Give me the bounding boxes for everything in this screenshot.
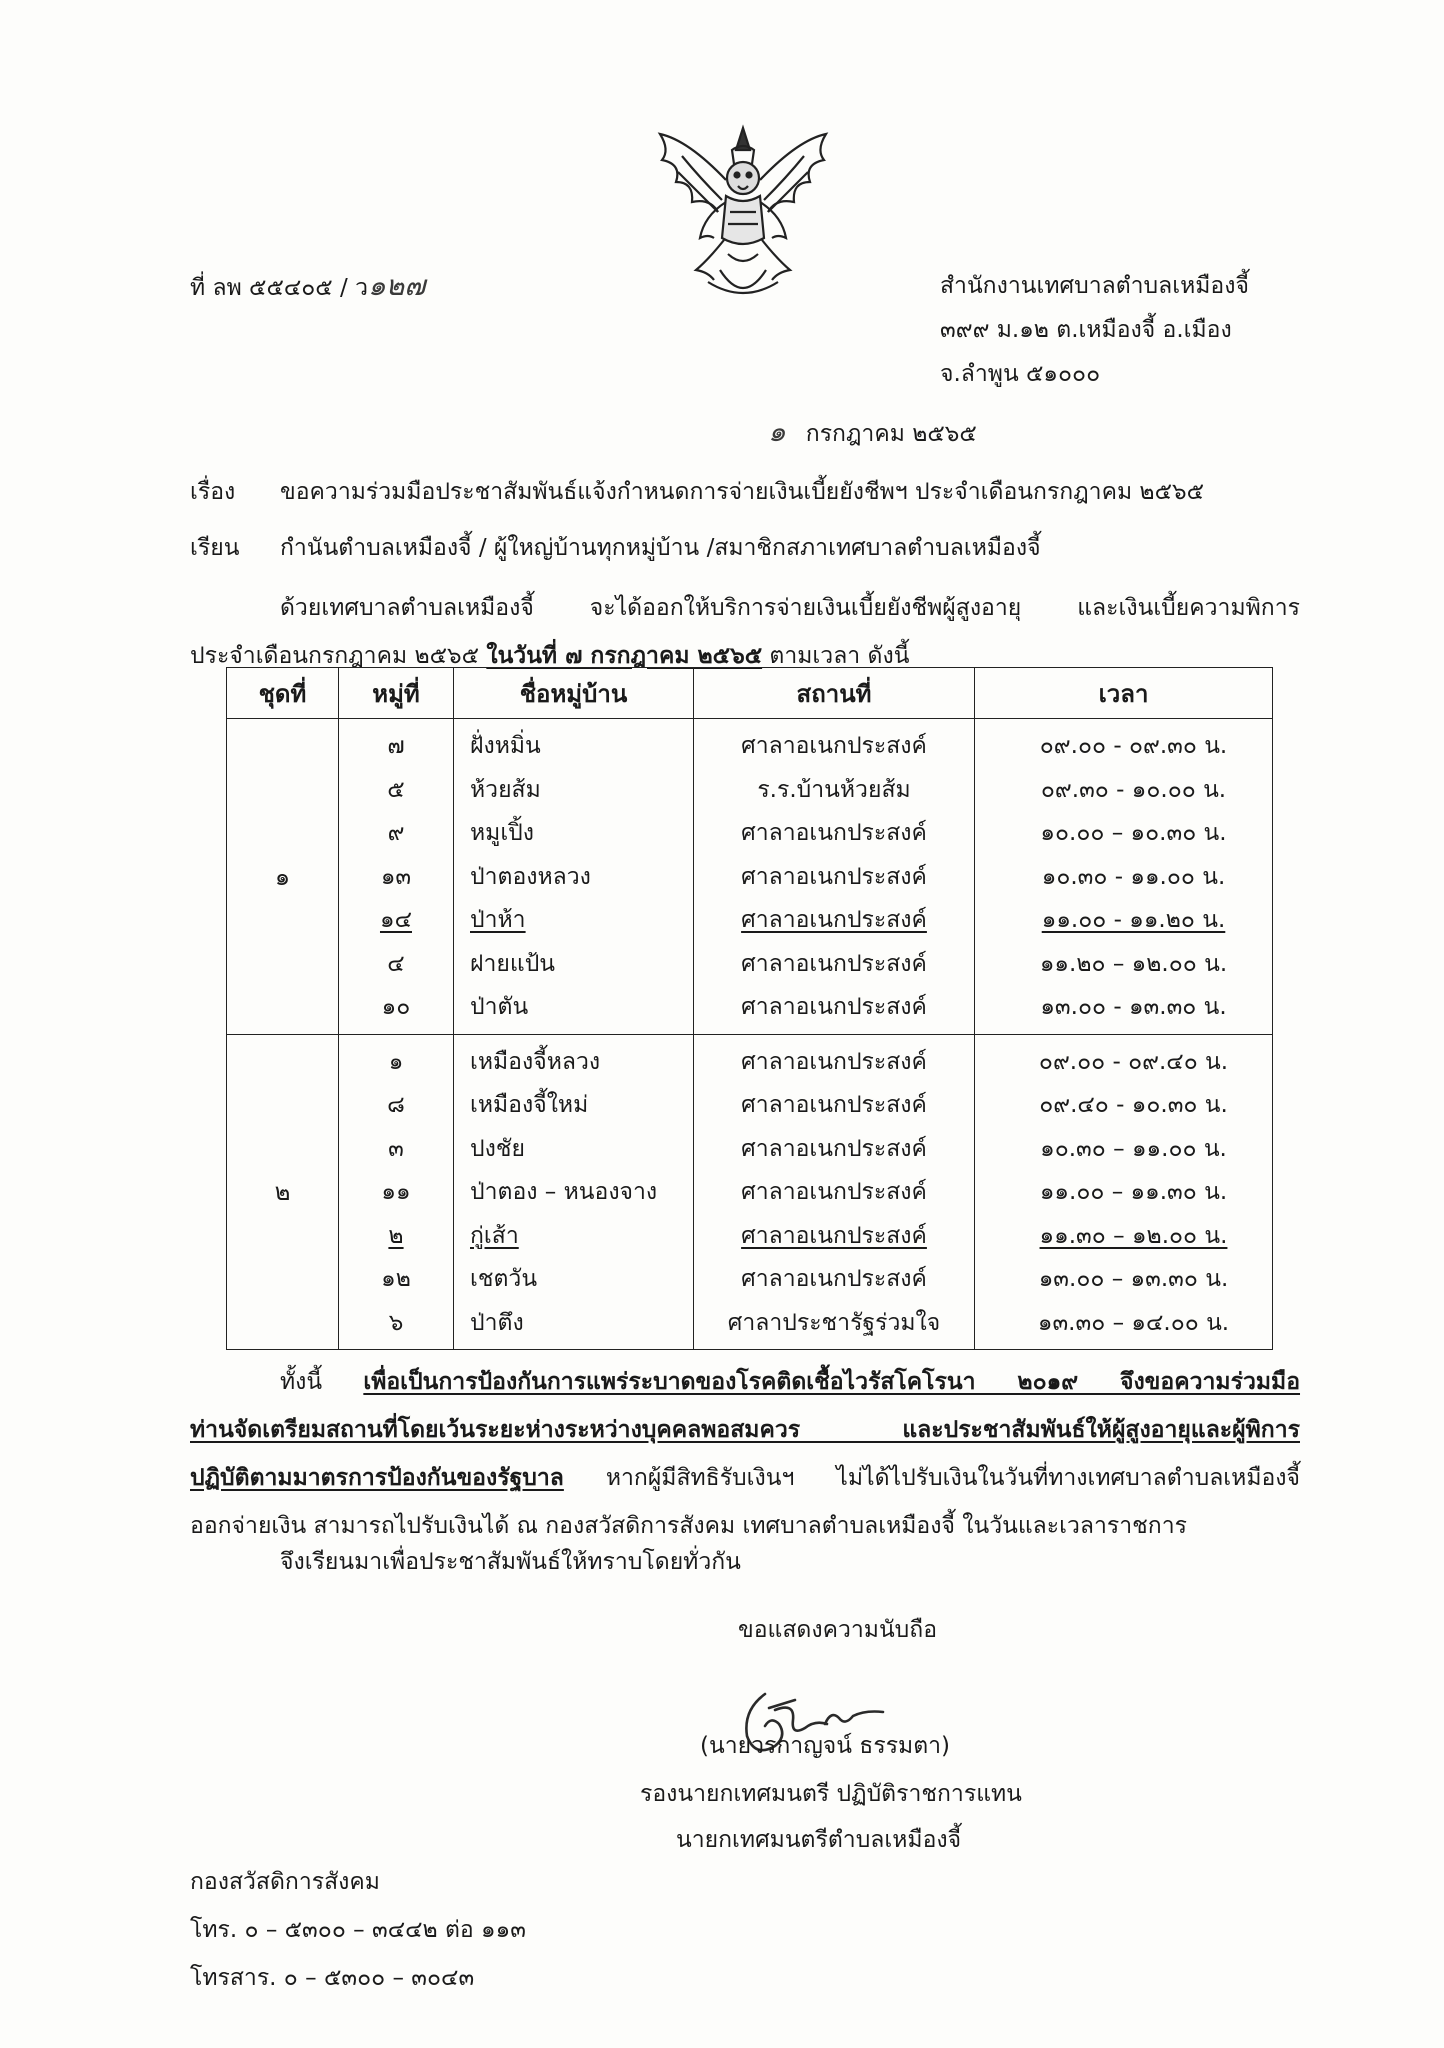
time-cell: ๐๙.๐๐ - ๐๙.๔๐ น.: [1038, 1048, 1229, 1075]
moo-cell: ๑๔: [379, 907, 412, 933]
table-row-group-1: [227, 719, 1273, 1035]
place-cell: ศาลาอเนกประสงค์: [741, 1266, 927, 1292]
document-date: [768, 410, 977, 454]
village-cell: เหมืองจี้ใหม่: [470, 1092, 589, 1118]
place-cell: ศาลาอเนกประสงค์: [741, 1092, 927, 1118]
place-cell: ศาลาอเนกประสงค์: [741, 820, 927, 846]
office-province: จ.ลำพูน ๕๑๐๐๐: [940, 361, 1101, 387]
time-cell: ๑๑.๐๐ – ๑๑.๓๐ น.: [1039, 1179, 1228, 1205]
intro-text-1: ด้วยเทศบาลตำบลเหมืองจี้ จะได้ออกให้บริการจ่ายเงินเบี้ยยังชีพผู้สูงอายุ และเงินเบี้ยความพิการ: [280, 595, 1300, 621]
time-cell: ๐๙.๓๐ - ๑๐.๐๐ น.: [1040, 776, 1227, 803]
recipient-label: เรียน: [190, 535, 240, 561]
office-address: [940, 264, 1249, 396]
time-column: [975, 719, 1272, 1034]
village-cell: ป่าตึง: [470, 1309, 524, 1336]
moo-cell: ๑: [388, 1048, 404, 1075]
regards-text: ขอแสดงความนับถือ: [738, 1617, 938, 1643]
moo-cell: ๑๒: [381, 1266, 411, 1292]
date-month-year: กรกฎาคม ๒๕๖๕: [805, 421, 977, 447]
time-cell: ๑๐.๓๐ - ๑๑.๐๐ น.: [1041, 863, 1226, 890]
place-column: [694, 1035, 974, 1350]
notice-line-3: [190, 1454, 1300, 1502]
place-cell: ศาลาอเนกประสงค์: [741, 733, 927, 759]
village-cell: กู่เส้า: [470, 1222, 519, 1249]
header-village: ชื่อหมู่บ้าน: [454, 668, 694, 719]
table-row-group-2: [227, 1034, 1273, 1350]
header-set: ชุดที่: [227, 668, 339, 719]
place-cell: ศาลาอเนกประสงค์: [741, 907, 927, 933]
notice-line-2: [190, 1406, 1300, 1454]
place-cell: ศาลาอเนกประสงค์: [741, 863, 927, 890]
village-column: [454, 719, 693, 1034]
village-cell: ป่าตอง – หนองจาง: [470, 1179, 658, 1205]
time-cell: ๑๑.๐๐ - ๑๑.๒๐ น.: [1041, 907, 1226, 933]
village-cell: ห้วยส้ม: [470, 776, 541, 803]
place-cell: ศาลาอเนกประสงค์: [741, 1222, 927, 1249]
footer-division: กองสวัสดิการสังคม: [190, 1869, 380, 1895]
header-moo: หมู่ที่: [339, 668, 454, 719]
notice-paragraph: [190, 1358, 1300, 1550]
time-cell: ๑๐.๓๐ – ๑๑.๐๐ น.: [1040, 1135, 1227, 1162]
reference-number: [190, 264, 425, 308]
place-column: [694, 719, 974, 1034]
office-address-line: ๓๙๙ ม.๑๒ ต.เหมืองจี้ อ.เมือง: [940, 317, 1232, 343]
intro-line-1: [190, 584, 1300, 632]
date-day-handwritten: ๑: [768, 415, 786, 448]
moo-cell: ๗: [387, 733, 405, 759]
moo-cell: ๖: [388, 1309, 404, 1336]
notice-line-4: [190, 1502, 1300, 1550]
subject-line: [190, 474, 1204, 510]
place-cell: ร.ร.บ้านห้วยส้ม: [757, 776, 911, 803]
header-place: สถานที่: [694, 668, 975, 719]
moo-column: [339, 719, 453, 1034]
village-cell: ป่าตัน: [470, 994, 529, 1020]
intro-text-2c: ตามเวลา ดังนี้: [769, 643, 910, 669]
village-cell: เชตวัน: [470, 1266, 538, 1292]
moo-cell: ๓: [388, 1135, 404, 1162]
village-cell: หมูเปิ้ง: [470, 820, 535, 846]
village-cell: ฝั่งหมิ่น: [470, 733, 541, 759]
header-time: เวลา: [975, 668, 1273, 719]
moo-cell: ๙: [387, 820, 405, 846]
moo-cell: ๒: [388, 1222, 404, 1249]
recipient-line: [190, 530, 1041, 566]
time-cell: ๑๓.๐๐ - ๑๓.๓๐ น.: [1040, 994, 1227, 1020]
notice-lead: ทั้งนี้: [280, 1369, 323, 1395]
moo-cell: ๑๓: [380, 863, 412, 890]
time-cell: ๐๙.๔๐ - ๑๐.๓๐ น.: [1039, 1092, 1228, 1118]
place-cell: ศาลาอเนกประสงค์: [741, 950, 927, 977]
signer-name: (นายวรกาญจน์ ธรรมตา): [700, 1733, 951, 1759]
time-cell: ๑๓.๓๐ – ๑๔.๐๐ น.: [1037, 1309, 1230, 1336]
footer-fax: โทรสาร. ๐ – ๕๓๐๐ – ๓๐๔๓: [190, 1965, 475, 1991]
garuda-emblem-icon: [648, 120, 838, 308]
village-cell: ฝายแป้น: [470, 950, 556, 977]
place-cell: ศาลาอเนกประสงค์: [741, 1135, 927, 1162]
village-cell: ป่าตองหลวง: [470, 863, 591, 890]
table-header-row: [227, 668, 1273, 719]
recipient-text: กำนันตำบลเหมืองจี้ / ผู้ใหญ่บ้านทุกหมู่บ้าน /สมาชิกสภาเทศบาลตำบลเหมืองจี้: [280, 535, 1041, 561]
village-cell: ปงชัย: [470, 1135, 525, 1162]
moo-cell: ๘: [387, 1092, 405, 1118]
time-cell: ๐๙.๐๐ - ๐๙.๓๐ น.: [1039, 733, 1228, 759]
time-cell: ๑๓.๐๐ – ๑๓.๓๐ น.: [1038, 1266, 1229, 1292]
place-cell: ศาลาประชารัฐร่วมใจ: [727, 1309, 941, 1336]
place-cell: ศาลาอเนกประสงค์: [741, 1048, 927, 1075]
notice-distancing-text: ท่านจัดเตรียมสถานที่โดยเว้นระยะห่างระหว่างบุคคลพอสมควร และประชาสัมพันธ์ให้ผู้สูงอายุและผู้พิการ: [190, 1417, 1300, 1443]
notice-eligibility-text: หากผู้มีสิทธิรับเงินฯ ไม่ได้ไปรับเงินในวันที่ทางเทศบาลตำบลเหมืองจี้: [605, 1465, 1301, 1491]
place-cell: ศาลาอเนกประสงค์: [741, 1179, 927, 1205]
notice-line-1: [190, 1358, 1300, 1406]
subject-label: เรื่อง: [190, 479, 236, 505]
moo-cell: ๑๐: [381, 994, 411, 1020]
moo-column: [339, 1035, 453, 1350]
reference-handwritten: ๑๒๗: [368, 269, 426, 302]
signer-title-2: นายกเทศมนตรีตำบลเหมืองจี้: [676, 1827, 962, 1853]
intro-text-2a: ประจำเดือนกรกฎาคม ๒๕๖๕: [190, 643, 480, 669]
intro-paragraph: [190, 584, 1300, 680]
village-column: [454, 1035, 693, 1350]
closing-text: จึงเรียนมาเพื่อประชาสัมพันธ์ให้ทราบโดยทั่วกัน: [280, 1549, 741, 1575]
set-number: ๒: [227, 1034, 339, 1350]
payment-date: ในวันที่ ๗ กรกฎาคม ๒๕๖๕: [486, 643, 763, 669]
notice-office-text: ออกจ่ายเงิน สามารถไปรับเงินได้ ณ กองสวัสดิการสังคม เทศบาลตำบลเหมืองจี้ ในวันและเวลาราชการ: [190, 1513, 1187, 1539]
village-cell: ป่าห้า: [470, 907, 526, 933]
schedule-table: [226, 667, 1273, 1350]
set-number: ๑: [227, 719, 339, 1035]
reference-number-text: ที่ ลพ ๕๕๔๐๕ / ว: [190, 275, 368, 301]
subject-text: ขอความร่วมมือประชาสัมพันธ์แจ้งกำหนดการจ่ายเงินเบี้ยยังชีพฯ ประจำเดือนกรกฎาคม ๒๕๖๕: [280, 479, 1205, 505]
footer-phone: โทร. ๐ – ๕๓๐๐ – ๓๔๔๒ ต่อ ๑๑๓: [190, 1917, 526, 1943]
moo-cell: ๑๑: [381, 1179, 411, 1205]
moo-cell: ๕: [387, 776, 405, 803]
notice-covid-text: เพื่อเป็นการป้องกันการแพร่ระบาดของโรคติดเชื้อไวรัสโคโรนา ๒๐๑๙ จึงขอความร่วมมือ: [363, 1369, 1301, 1395]
village-cell: เหมืองจี้หลวง: [470, 1048, 601, 1075]
time-column: [975, 1035, 1272, 1350]
notice-government-measures: ปฏิบัติตามมาตรการป้องกันของรัฐบาล: [190, 1465, 564, 1491]
time-cell: ๑๑.๓๐ – ๑๒.๐๐ น.: [1039, 1222, 1228, 1249]
place-cell: ศาลาอเนกประสงค์: [741, 994, 927, 1020]
signer-title-1: รองนายกเทศมนตรี ปฏิบัติราชการแทน: [640, 1781, 1022, 1807]
time-cell: ๑๐.๐๐ – ๑๐.๓๐ น.: [1040, 820, 1227, 846]
moo-cell: ๔: [387, 950, 405, 977]
time-cell: ๑๑.๒๐ – ๑๒.๐๐ น.: [1039, 950, 1228, 977]
office-name: สำนักงานเทศบาลตำบลเหมืองจี้: [940, 273, 1249, 299]
